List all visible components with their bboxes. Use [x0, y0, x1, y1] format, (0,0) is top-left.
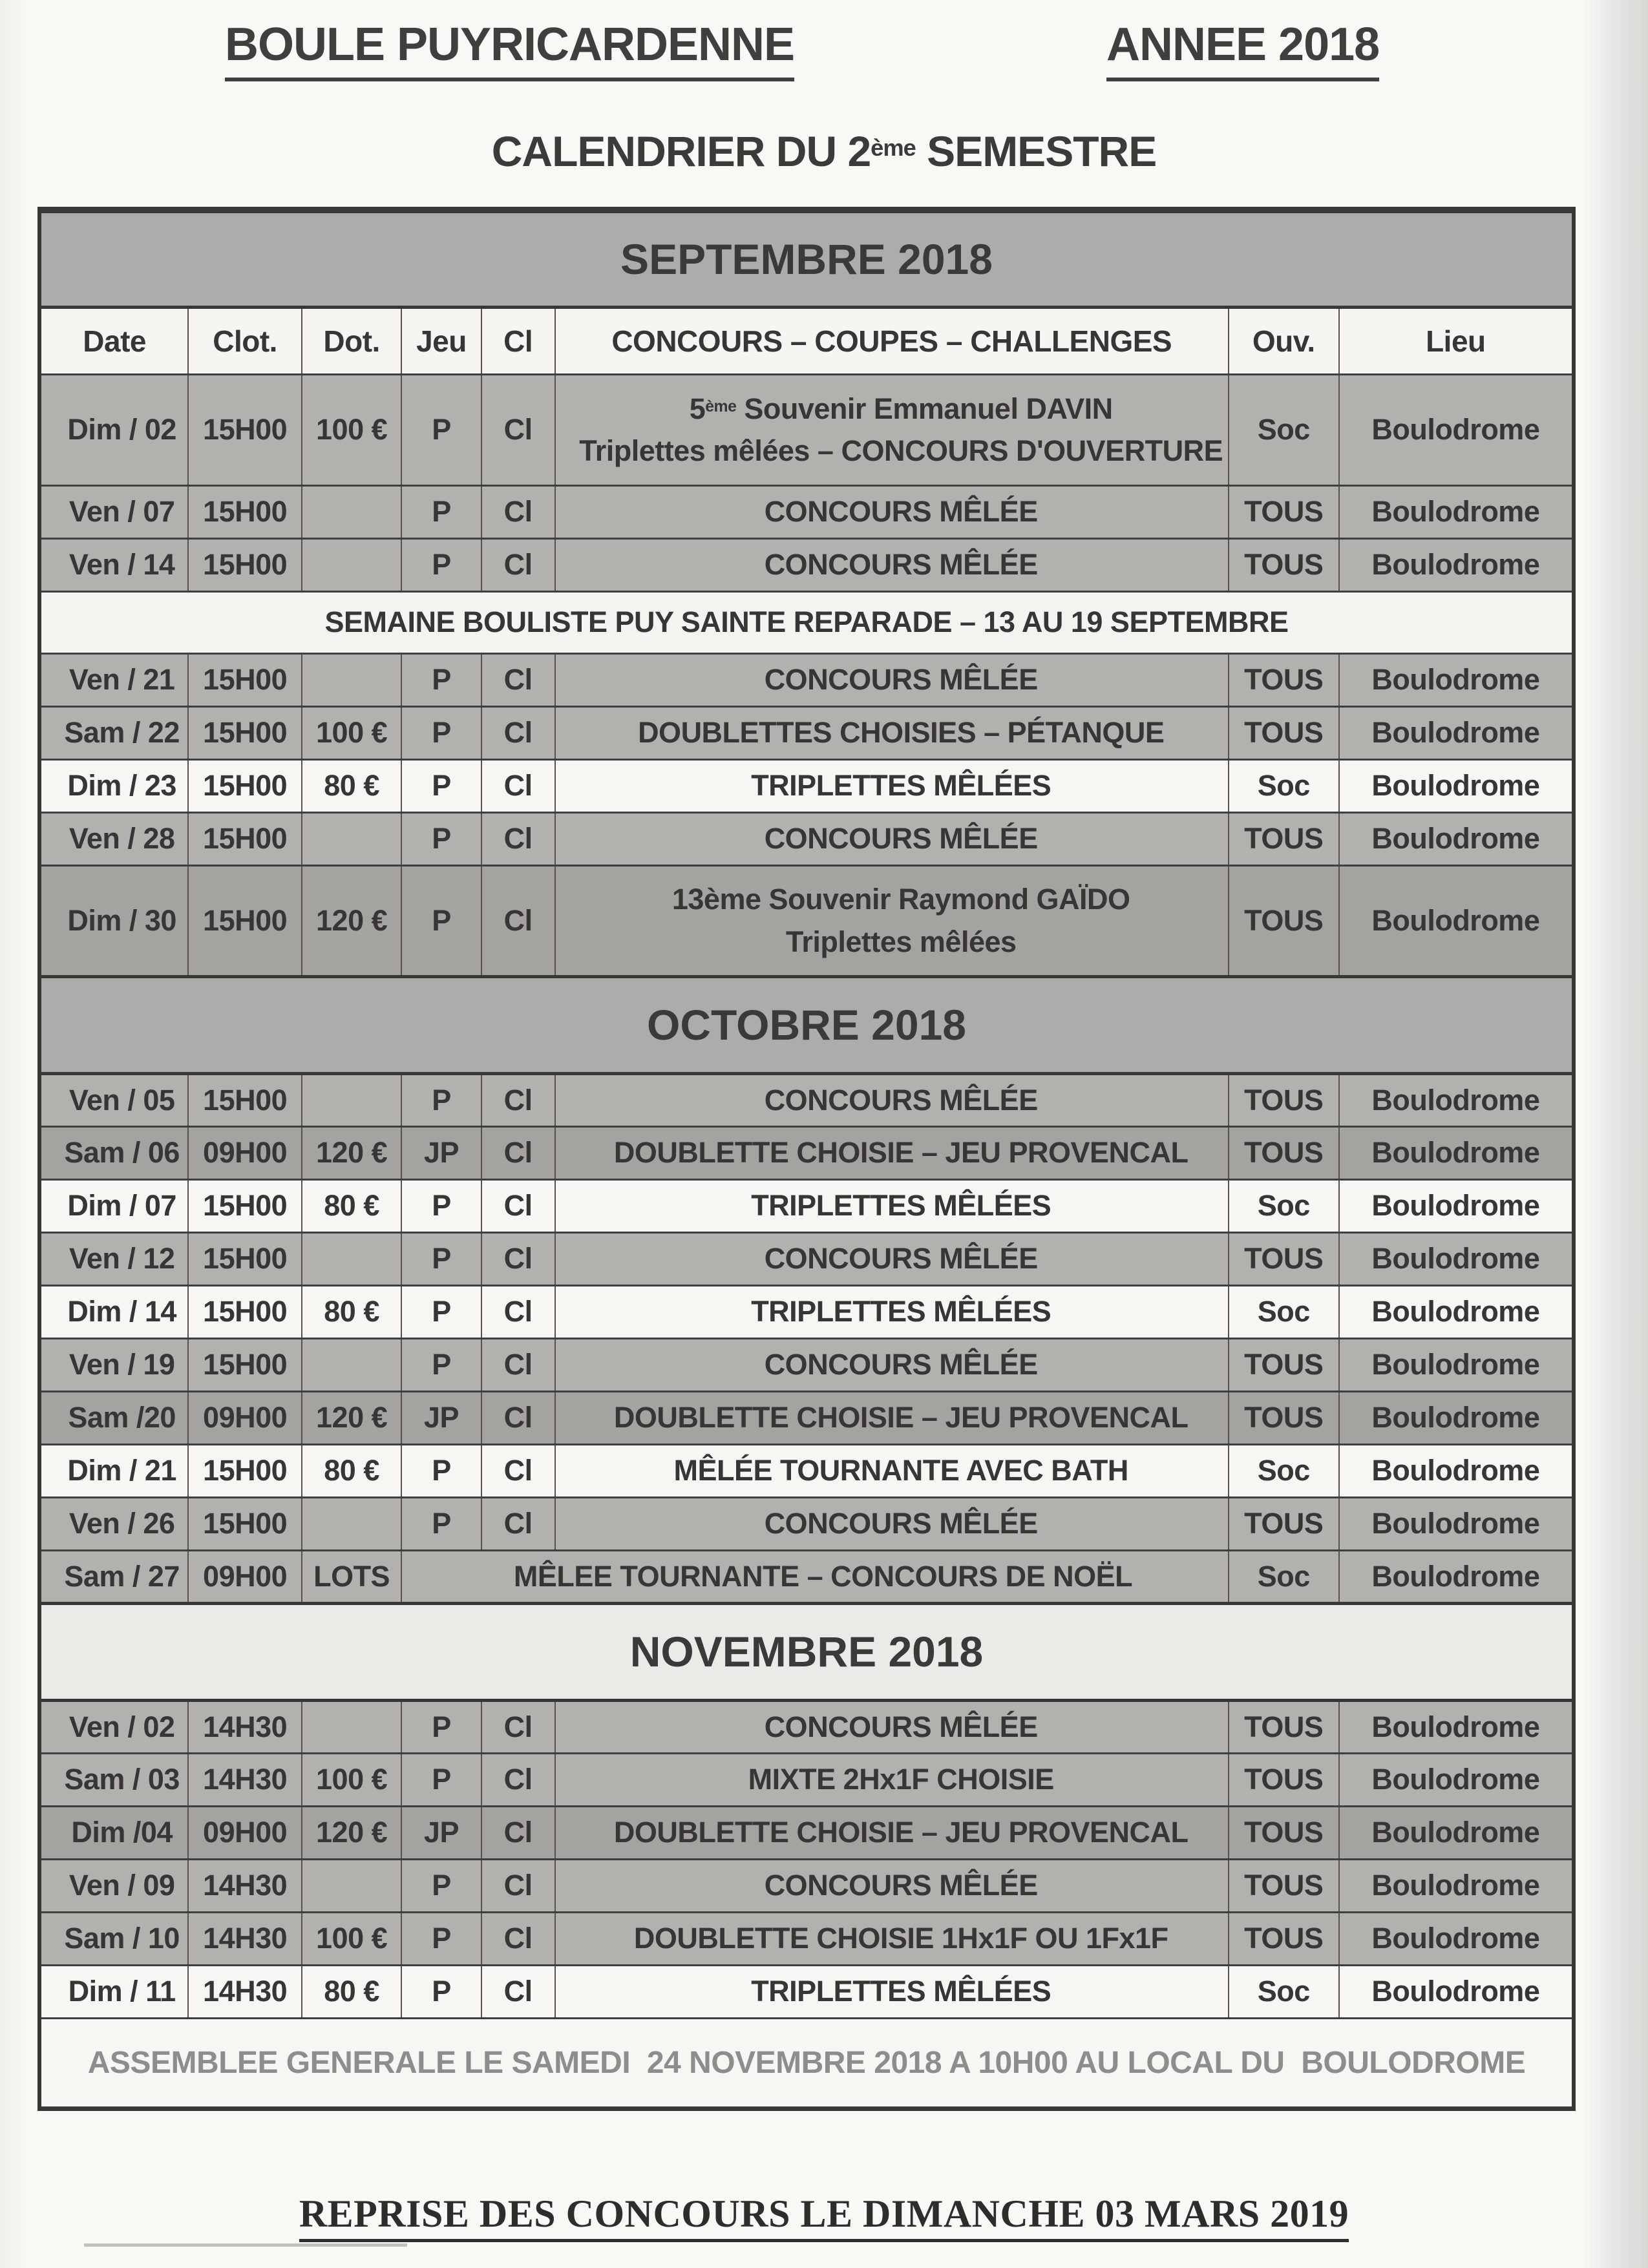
cell-lieu: Boulodrome	[1339, 1444, 1574, 1497]
cell-cl: Cl	[481, 865, 555, 976]
table-row-event	[39, 1965, 1574, 2018]
cell-concours	[555, 653, 1229, 706]
concours-line	[575, 388, 1227, 430]
cell-dot: 100 €	[302, 1753, 401, 1806]
cell-date: Ven / 12	[39, 1232, 188, 1285]
cell-clot: 15H00	[188, 812, 302, 865]
concours-text: CONCOURS MÊLÉE	[764, 1869, 1038, 1902]
cell-jeu: P	[401, 1232, 481, 1285]
column-header-lieu: Lieu	[1339, 307, 1574, 374]
cell-lieu: Boulodrome	[1339, 865, 1574, 976]
table-row-event	[39, 1444, 1574, 1497]
subtitle-prefix: CALENDRIER DU 2	[491, 127, 871, 175]
cell-cl: Cl	[481, 759, 555, 812]
cell-date: Ven / 28	[39, 812, 188, 865]
cell-clot: 14H30	[188, 1859, 302, 1912]
cell-date: Sam / 22	[39, 706, 188, 759]
concours-text: MIXTE 2Hx1F CHOISIE	[748, 1763, 1054, 1796]
month-band-octobre-2018	[39, 976, 1574, 1073]
cell-concours	[555, 759, 1229, 812]
concours-line	[575, 921, 1227, 963]
concours-line	[575, 1290, 1227, 1332]
cell-date: Ven / 07	[39, 485, 188, 538]
cell-ouv: TOUS	[1229, 653, 1339, 706]
month-band-label: OCTOBRE 2018	[39, 976, 1574, 1073]
cell-jeu: P	[401, 865, 481, 976]
table-row-event	[39, 374, 1574, 485]
cell-lieu: Boulodrome	[1339, 1338, 1574, 1391]
cell-date: Dim / 23	[39, 759, 188, 812]
concours-text: CONCOURS MÊLÉE	[764, 663, 1038, 697]
cell-concours	[555, 1806, 1229, 1859]
cell-concours	[555, 1497, 1229, 1550]
table-row-assemblee-generale	[39, 2018, 1574, 2108]
cell-jeu: P	[401, 759, 481, 812]
cell-lieu: Boulodrome	[1339, 706, 1574, 759]
column-header-ouv-: Ouv.	[1229, 307, 1339, 374]
cell-cl: Cl	[481, 1806, 555, 1859]
cell-ouv: TOUS	[1229, 865, 1339, 976]
cell-lieu: Boulodrome	[1339, 1179, 1574, 1232]
cell-cl: Cl	[481, 1965, 555, 2018]
cell-lieu: Boulodrome	[1339, 1753, 1574, 1806]
cell-cl: Cl	[481, 1497, 555, 1550]
cell-date: Dim / 02	[39, 374, 188, 485]
cell-concours	[555, 1700, 1229, 1753]
column-header-jeu: Jeu	[401, 307, 481, 374]
cell-dot	[302, 1700, 401, 1753]
cell-concours	[555, 706, 1229, 759]
cell-lieu: Boulodrome	[1339, 1859, 1574, 1912]
note-text: SEMAINE BOULISTE PUY SAINTE REPARADE – 13 AU 19 SEPTEMBRE	[39, 591, 1574, 653]
cell-clot: 15H00	[188, 1444, 302, 1497]
cell-date: Sam / 10	[39, 1912, 188, 1965]
column-header-concours-coupes-challenges: CONCOURS – COUPES – CHALLENGES	[555, 307, 1229, 374]
cell-clot: 15H00	[188, 1285, 302, 1338]
table-row-event	[39, 538, 1574, 591]
concours-line	[575, 1917, 1227, 1959]
table-row-event	[39, 1753, 1574, 1806]
concours-line	[575, 1970, 1227, 2012]
cell-date: Ven / 21	[39, 653, 188, 706]
cell-date: Ven / 09	[39, 1859, 188, 1912]
club-title: BOULE PUYRICARDENNE	[225, 18, 794, 81]
cell-jeu: P	[401, 1338, 481, 1391]
table-row-event	[39, 706, 1574, 759]
cell-jeu: P	[401, 1444, 481, 1497]
reprise-text: REPRISE DES CONCOURS LE DIMANCHE 03 MARS 2019	[299, 2192, 1349, 2242]
cell-lieu: Boulodrome	[1339, 1285, 1574, 1338]
cell-ouv: Soc	[1229, 1550, 1339, 1603]
table-row-event	[39, 1285, 1574, 1338]
table-row-event	[39, 1126, 1574, 1179]
concours-text: CONCOURS MÊLÉE	[764, 495, 1038, 529]
cell-jeu: JP	[401, 1126, 481, 1179]
cell-dot	[302, 1859, 401, 1912]
concours-line	[575, 1758, 1227, 1800]
table-row-event	[39, 865, 1574, 976]
cell-dot	[302, 485, 401, 538]
cell-lieu: Boulodrome	[1339, 1073, 1574, 1126]
concours-superscript: ème	[705, 397, 737, 415]
cell-jeu: P	[401, 1700, 481, 1753]
concours-text: Souvenir Emmanuel DAVIN	[736, 392, 1113, 425]
cell-jeu: P	[401, 374, 481, 485]
cell-ouv: TOUS	[1229, 1497, 1339, 1550]
calendar-tbody	[39, 210, 1574, 2108]
concours-line	[575, 1343, 1227, 1385]
column-header-date: Date	[39, 307, 188, 374]
concours-line	[575, 1396, 1227, 1438]
column-header-cl: Cl	[481, 307, 555, 374]
cell-concours	[555, 1965, 1229, 2018]
cell-date: Dim / 30	[39, 865, 188, 976]
concours-text: CONCOURS MÊLÉE	[764, 822, 1038, 856]
cell-date: Ven / 14	[39, 538, 188, 591]
cell-concours	[555, 485, 1229, 538]
concours-text: MÊLÉE TOURNANTE AVEC BATH	[673, 1454, 1128, 1487]
cell-jeu: P	[401, 485, 481, 538]
cell-clot: 14H30	[188, 1700, 302, 1753]
cell-date: Ven / 05	[39, 1073, 188, 1126]
cell-cl: Cl	[481, 1700, 555, 1753]
cell-lieu: Boulodrome	[1339, 1391, 1574, 1444]
cell-dot	[302, 1497, 401, 1550]
cell-ouv: TOUS	[1229, 1126, 1339, 1179]
cell-dot: 100 €	[302, 374, 401, 485]
cell-dot: 120 €	[302, 1391, 401, 1444]
table-row-note	[39, 591, 1574, 653]
cell-concours	[555, 1073, 1229, 1126]
table-row-merged	[39, 1550, 1574, 1603]
cell-cl: Cl	[481, 1444, 555, 1497]
cell-clot: 15H00	[188, 653, 302, 706]
year-title: ANNEE 2018	[1106, 18, 1379, 81]
cell-ouv: TOUS	[1229, 1912, 1339, 1965]
concours-text: DOUBLETTE CHOISIE – JEU PROVENCAL	[613, 1136, 1188, 1170]
concours-line	[575, 1502, 1227, 1544]
page-subtitle	[492, 127, 1156, 176]
table-row-event	[39, 1497, 1574, 1550]
cell-dot: 120 €	[302, 1806, 401, 1859]
cell-ouv: Soc	[1229, 759, 1339, 812]
cell-lieu: Boulodrome	[1339, 1965, 1574, 2018]
subtitle-superscript: ème	[871, 134, 916, 161]
cell-date: Ven / 19	[39, 1338, 188, 1391]
cell-concours	[555, 812, 1229, 865]
month-band-septembre-2018	[39, 210, 1574, 307]
cell-clot: 15H00	[188, 1497, 302, 1550]
scan-artifact	[84, 2243, 407, 2247]
cell-cl: Cl	[481, 1912, 555, 1965]
cell-concours	[555, 1338, 1229, 1391]
cell-clot: 15H00	[188, 538, 302, 591]
table-row-event	[39, 1912, 1574, 1965]
concours-text: CONCOURS MÊLÉE	[764, 1507, 1038, 1540]
cell-lieu: Boulodrome	[1339, 538, 1574, 591]
cell-date: Dim / 14	[39, 1285, 188, 1338]
cell-clot: 15H00	[188, 865, 302, 976]
cell-cl: Cl	[481, 485, 555, 538]
cell-clot: 14H30	[188, 1965, 302, 2018]
concours-text: Triplettes mêlées	[785, 925, 1017, 958]
cell-clot: 09H00	[188, 1391, 302, 1444]
cell-dot: LOTS	[302, 1550, 401, 1603]
concours-text: DOUBLETTE CHOISIE – JEU PROVENCAL	[613, 1816, 1188, 1849]
column-header-clot-: Clot.	[188, 307, 302, 374]
cell-dot: 80 €	[302, 759, 401, 812]
cell-ouv: TOUS	[1229, 485, 1339, 538]
cell-jeu: P	[401, 1179, 481, 1232]
cell-cl: Cl	[481, 538, 555, 591]
cell-dot	[302, 653, 401, 706]
cell-clot: 15H00	[188, 485, 302, 538]
concours-line	[575, 764, 1227, 806]
cell-dot	[302, 1338, 401, 1391]
column-header-row	[39, 307, 1574, 374]
cell-concours-merged: MÊLEE TOURNANTE – CONCOURS DE NOËL	[401, 1550, 1229, 1603]
cell-ouv: Soc	[1229, 374, 1339, 485]
cell-jeu: JP	[401, 1806, 481, 1859]
cell-clot: 14H30	[188, 1753, 302, 1806]
cell-cl: Cl	[481, 1285, 555, 1338]
cell-concours	[555, 1126, 1229, 1179]
cell-concours	[555, 1179, 1229, 1232]
cell-clot: 15H00	[188, 759, 302, 812]
cell-ouv: TOUS	[1229, 812, 1339, 865]
concours-text: TRIPLETTES MÊLÉES	[751, 1189, 1051, 1223]
cell-clot: 15H00	[188, 1232, 302, 1285]
cell-dot: 80 €	[302, 1179, 401, 1232]
assemblee-generale-text: ASSEMBLEE GENERALE LE SAMEDI 24 NOVEMBRE 2018 A 10H00 AU LOCAL DU BOULODROME	[39, 2018, 1574, 2108]
concours-line	[575, 1706, 1227, 1748]
cell-date: Ven / 26	[39, 1497, 188, 1550]
cell-clot: 15H00	[188, 374, 302, 485]
cell-date: Sam / 27	[39, 1550, 188, 1603]
cell-ouv: TOUS	[1229, 1700, 1339, 1753]
concours-line	[575, 878, 1227, 920]
cell-date: Ven / 02	[39, 1700, 188, 1753]
cell-cl: Cl	[481, 706, 555, 759]
cell-ouv: TOUS	[1229, 1391, 1339, 1444]
cell-cl: Cl	[481, 1753, 555, 1806]
cell-concours	[555, 1753, 1229, 1806]
table-row-event	[39, 1338, 1574, 1391]
cell-cl: Cl	[481, 1232, 555, 1285]
concours-text: CONCOURS MÊLÉE	[764, 1083, 1038, 1117]
cell-cl: Cl	[481, 1859, 555, 1912]
concours-line	[575, 1811, 1227, 1853]
cell-lieu: Boulodrome	[1339, 1550, 1574, 1603]
cell-ouv: TOUS	[1229, 706, 1339, 759]
cell-lieu: Boulodrome	[1339, 1126, 1574, 1179]
cell-ouv: Soc	[1229, 1965, 1339, 2018]
cell-clot: 15H00	[188, 1179, 302, 1232]
cell-dot: 100 €	[302, 1912, 401, 1965]
cell-cl: Cl	[481, 1338, 555, 1391]
concours-text: CONCOURS MÊLÉE	[764, 1242, 1038, 1276]
cell-ouv: TOUS	[1229, 1073, 1339, 1126]
cell-ouv: TOUS	[1229, 1859, 1339, 1912]
cell-jeu: P	[401, 1753, 481, 1806]
cell-dot	[302, 538, 401, 591]
cell-clot: 15H00	[188, 1073, 302, 1126]
concours-text: CONCOURS MÊLÉE	[764, 1348, 1038, 1381]
concours-text: DOUBLETTES CHOISIES – PÉTANQUE	[638, 716, 1165, 750]
cell-date: Sam /20	[39, 1391, 188, 1444]
cell-ouv: Soc	[1229, 1179, 1339, 1232]
table-row-event	[39, 653, 1574, 706]
cell-concours	[555, 1232, 1229, 1285]
cell-ouv: TOUS	[1229, 1753, 1339, 1806]
cell-jeu: P	[401, 1497, 481, 1550]
cell-lieu: Boulodrome	[1339, 653, 1574, 706]
cell-date: Sam / 03	[39, 1753, 188, 1806]
cell-concours	[555, 538, 1229, 591]
cell-date: Dim / 21	[39, 1444, 188, 1497]
cell-cl: Cl	[481, 1179, 555, 1232]
concours-line	[575, 490, 1227, 532]
cell-cl: Cl	[481, 1391, 555, 1444]
concours-line	[575, 1079, 1227, 1121]
concours-text: Triplettes mêlées – CONCOURS D'OUVERTURE	[579, 434, 1223, 467]
cell-lieu: Boulodrome	[1339, 1497, 1574, 1550]
cell-concours	[555, 1444, 1229, 1497]
cell-dot	[302, 812, 401, 865]
table-row-event	[39, 1391, 1574, 1444]
cell-ouv: TOUS	[1229, 1232, 1339, 1285]
concours-line	[575, 430, 1227, 472]
page-header	[0, 0, 1648, 207]
cell-lieu: Boulodrome	[1339, 1232, 1574, 1285]
table-row-event	[39, 1806, 1574, 1859]
cell-clot: 15H00	[188, 1338, 302, 1391]
cell-lieu: Boulodrome	[1339, 485, 1574, 538]
cell-lieu: Boulodrome	[1339, 759, 1574, 812]
concours-line	[575, 1449, 1227, 1491]
cell-jeu: P	[401, 1965, 481, 2018]
cell-jeu: P	[401, 538, 481, 591]
cell-clot: 14H30	[188, 1912, 302, 1965]
table-row-event	[39, 1232, 1574, 1285]
cell-dot	[302, 1232, 401, 1285]
cell-clot: 09H00	[188, 1126, 302, 1179]
cell-ouv: Soc	[1229, 1285, 1339, 1338]
cell-jeu: P	[401, 1912, 481, 1965]
table-row-event	[39, 485, 1574, 538]
cell-jeu: P	[401, 653, 481, 706]
concours-line	[575, 658, 1227, 700]
cell-dot: 120 €	[302, 865, 401, 976]
table-row-event	[39, 1073, 1574, 1126]
concours-text: DOUBLETTE CHOISIE – JEU PROVENCAL	[613, 1401, 1188, 1434]
table-row-event	[39, 1700, 1574, 1753]
concours-line	[575, 711, 1227, 753]
concours-line	[575, 817, 1227, 859]
cell-ouv: Soc	[1229, 1444, 1339, 1497]
cell-lieu: Boulodrome	[1339, 1912, 1574, 1965]
cell-concours	[555, 1912, 1229, 1965]
concours-line	[575, 1864, 1227, 1906]
cell-date: Sam / 06	[39, 1126, 188, 1179]
cell-cl: Cl	[481, 1126, 555, 1179]
cell-concours	[555, 1859, 1229, 1912]
cell-lieu: Boulodrome	[1339, 1700, 1574, 1753]
cell-dot: 80 €	[302, 1285, 401, 1338]
footer-reprise-line	[0, 2192, 1648, 2236]
cell-lieu: Boulodrome	[1339, 812, 1574, 865]
concours-text: 13ème Souvenir Raymond GAÏDO	[671, 883, 1130, 916]
month-band-label: SEPTEMBRE 2018	[39, 210, 1574, 307]
concours-text: TRIPLETTES MÊLÉES	[751, 769, 1051, 803]
concours-line	[575, 1184, 1227, 1226]
cell-jeu: P	[401, 812, 481, 865]
cell-ouv: TOUS	[1229, 538, 1339, 591]
cell-cl: Cl	[481, 374, 555, 485]
cell-cl: Cl	[481, 653, 555, 706]
cell-jeu: JP	[401, 1391, 481, 1444]
cell-dot: 100 €	[302, 706, 401, 759]
concours-line	[575, 1237, 1227, 1279]
concours-text: TRIPLETTES MÊLÉES	[751, 1975, 1051, 2008]
cell-jeu: P	[401, 1859, 481, 1912]
cell-dot: 80 €	[302, 1965, 401, 2018]
concours-text: CONCOURS MÊLÉE	[764, 548, 1038, 582]
cell-ouv: TOUS	[1229, 1338, 1339, 1391]
cell-cl: Cl	[481, 1073, 555, 1126]
cell-concours	[555, 1391, 1229, 1444]
cell-jeu: P	[401, 1073, 481, 1126]
concours-text: DOUBLETTE CHOISIE 1Hx1F OU 1Fx1F	[633, 1922, 1168, 1955]
subtitle-suffix: SEMESTRE	[915, 127, 1157, 175]
concours-text: 5	[689, 392, 706, 425]
month-band-label: NOVEMBRE 2018	[39, 1603, 1574, 1700]
cell-date: Dim / 11	[39, 1965, 188, 2018]
table-row-event	[39, 1179, 1574, 1232]
concours-text: TRIPLETTES MÊLÉES	[751, 1295, 1051, 1328]
cell-clot: 09H00	[188, 1806, 302, 1859]
cell-jeu: P	[401, 1285, 481, 1338]
cell-concours	[555, 374, 1229, 485]
cell-date: Dim /04	[39, 1806, 188, 1859]
column-header-dot-: Dot.	[302, 307, 401, 374]
cell-lieu: Boulodrome	[1339, 374, 1574, 485]
cell-clot: 15H00	[188, 706, 302, 759]
concours-line	[575, 1131, 1227, 1173]
concours-text: CONCOURS MÊLÉE	[764, 1710, 1038, 1743]
table-row-event	[39, 1859, 1574, 1912]
table-row-event	[39, 812, 1574, 865]
month-band-novembre-2018	[39, 1603, 1574, 1700]
cell-concours	[555, 1285, 1229, 1338]
cell-dot: 80 €	[302, 1444, 401, 1497]
cell-concours	[555, 865, 1229, 976]
cell-lieu: Boulodrome	[1339, 1806, 1574, 1859]
table-row-event	[39, 759, 1574, 812]
cell-dot: 120 €	[302, 1126, 401, 1179]
cell-clot: 09H00	[188, 1550, 302, 1603]
cell-cl: Cl	[481, 812, 555, 865]
cell-date: Dim / 07	[39, 1179, 188, 1232]
concours-line	[575, 543, 1227, 585]
cell-dot	[302, 1073, 401, 1126]
calendar-table	[37, 207, 1576, 2111]
cell-jeu: P	[401, 706, 481, 759]
cell-ouv: TOUS	[1229, 1806, 1339, 1859]
